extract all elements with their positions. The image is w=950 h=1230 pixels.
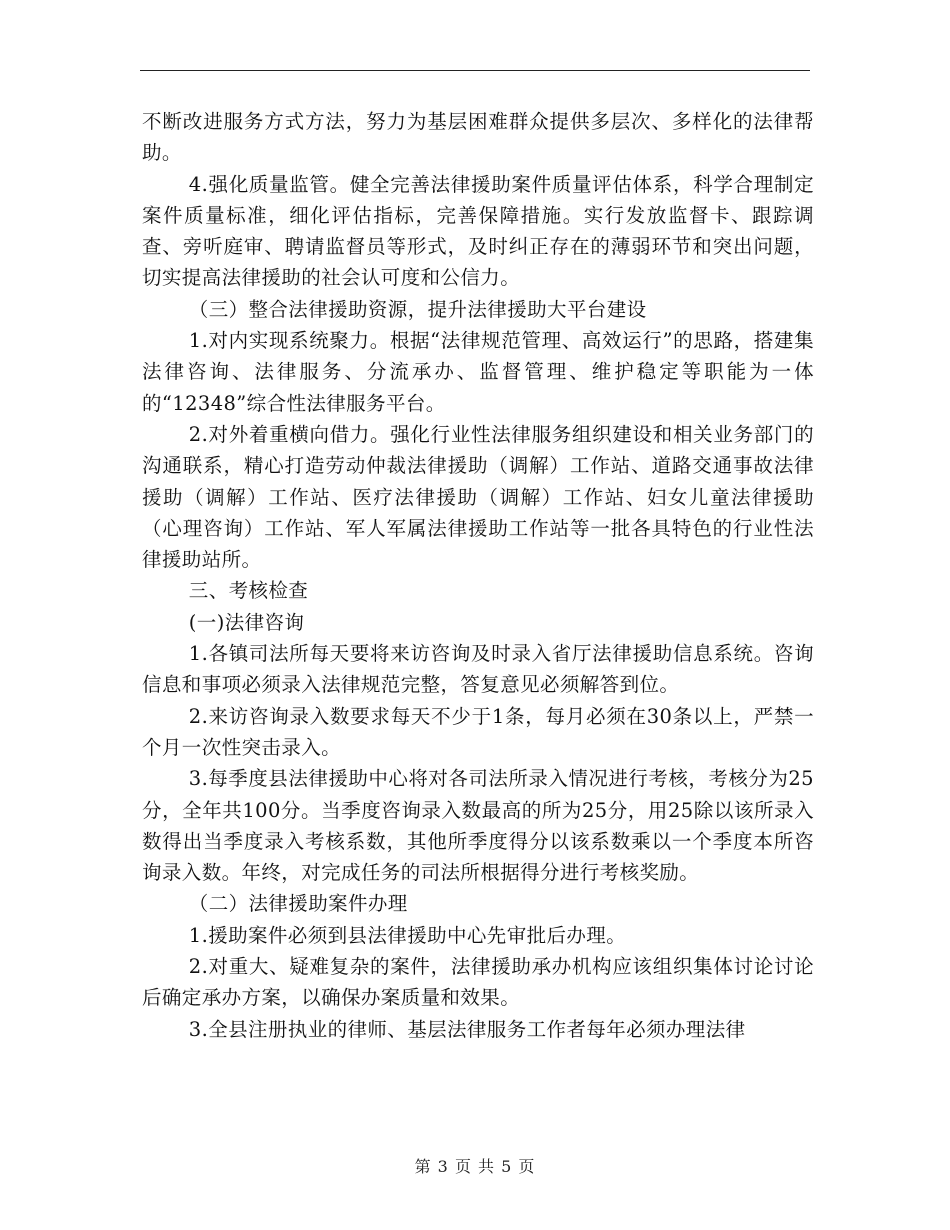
section-heading: （三）整合法律援助资源，提升法律援助大平台建设 xyxy=(188,297,647,321)
paragraph: 2.来访咨询录入数要求每天不少于1条，每月必须在30条以上，严禁一个月一次性突击录入。 xyxy=(142,704,814,759)
paragraph: 2.对重大、疑难复杂的案件，法律援助承办机构应该组织集体讨论讨论后确定承办方案，以确保办案质量和效果。 xyxy=(142,955,814,1010)
page-number-footer: 第 3 页 共 5 页 xyxy=(414,1157,536,1176)
paragraph: 3.全县注册执业的律师、基层法律服务工作者每年必须办理法律 xyxy=(188,1017,746,1041)
paragraph: 不断改进服务方式方法，努力为基层困难群众提供多层次、多样化的法律帮助。 xyxy=(142,110,814,165)
section-heading: （二）法律援助案件办理 xyxy=(188,892,408,916)
paragraph: 1.对内实现系统聚力。根据“法律规范管理、高效运行”的思路，搭建集法律咨询、法律服务、分流承办、监督管理、维护稳定等职能为一体的“12348”综合性法律服务平台。 xyxy=(142,329,814,415)
paragraph: 3.每季度县法律援助中心将对各司法所录入情况进行考核，考核分为25分，全年共100分。当季度咨询录入数最高的所为25分，用25除以该所录入数得出当季度录入考核系数，其他所季度得分以该系数乘以一个季度本所咨询录入数。年终，对完成任务的司法所根据得分进行考核奖励。 xyxy=(142,767,814,885)
paragraph: 2.对外着重横向借力。强化行业性法律服务组织建设和相关业务部门的沟通联系，精心打造劳动仲裁法律援助（调解）工作站、道路交通事故法律援助（调解）工作站、医疗法律援助（调解）工作站、妇女儿童法律援助（心理咨询）工作站、军人军属法律援助工作站等一批各具特色的行业性法律援助站所。 xyxy=(142,422,814,572)
paragraph: 1.援助案件必须到县法律援助中心先审批后办理。 xyxy=(188,923,627,947)
header-rule xyxy=(140,70,810,71)
paragraph: 1.各镇司法所每天要将来访咨询及时录入省厅法律援助信息系统。咨询信息和事项必须录入法律规范完整，答复意见必须解答到位。 xyxy=(142,642,814,697)
section-heading: 三、考核检查 xyxy=(188,579,309,603)
section-heading: (一)法律咨询 xyxy=(188,610,305,634)
paragraph: 4.强化质量监管。健全完善法律援助案件质量评估体系，科学合理制定案件质量标准，细化评估指标，完善保障措施。实行发放监督卡、跟踪调查、旁听庭审、聘请监督员等形式，及时纠正存在的薄弱环节和突出问题，切实提高法律援助的社会认可度和公信力。 xyxy=(142,172,814,290)
document-body xyxy=(142,106,814,1045)
